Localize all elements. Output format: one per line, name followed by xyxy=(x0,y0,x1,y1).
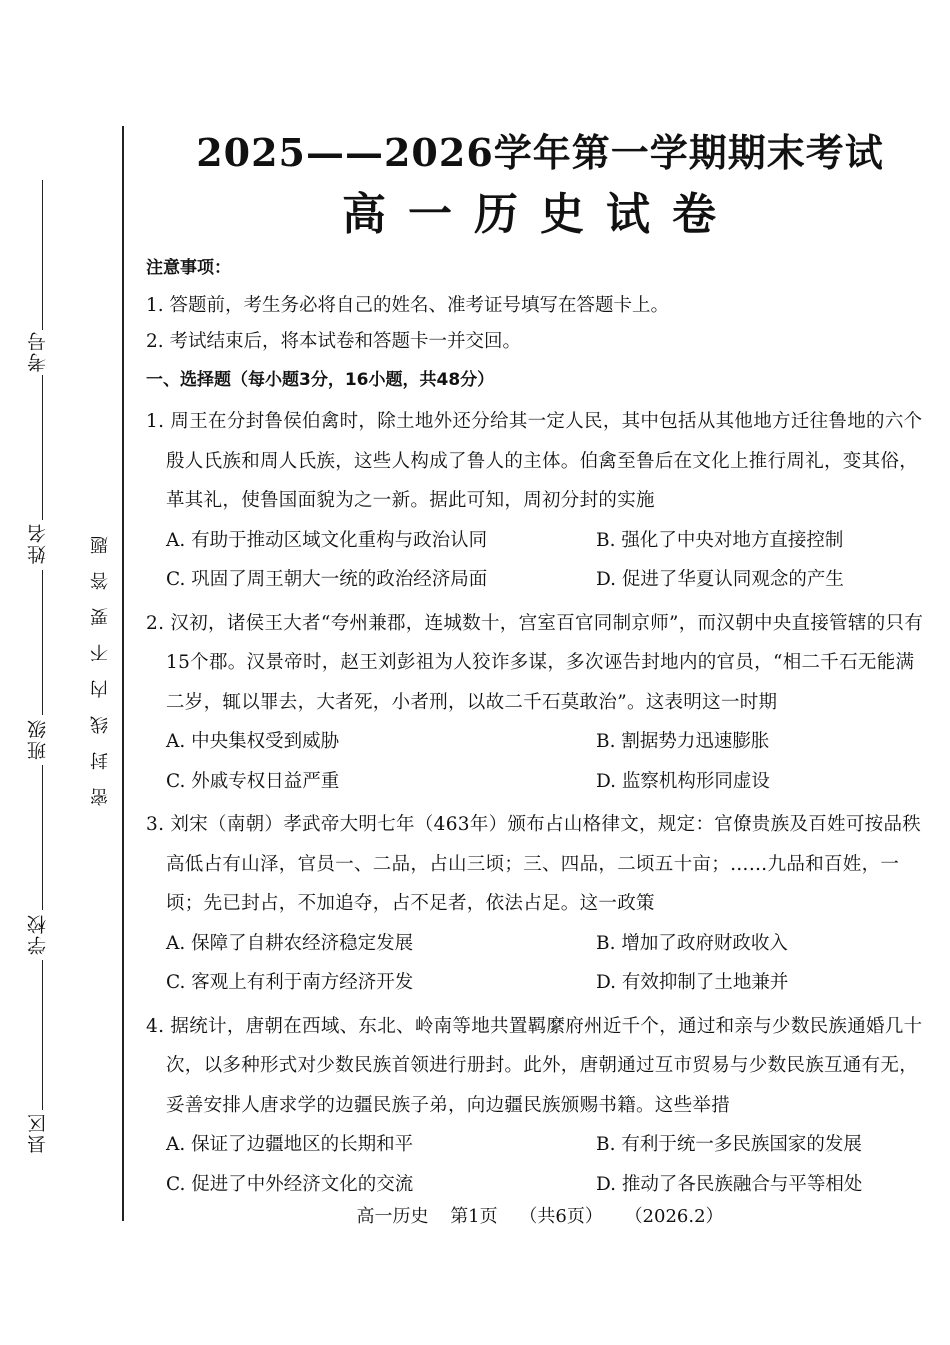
exam-number-line xyxy=(42,180,43,330)
page-footer xyxy=(140,1202,940,1228)
district-line xyxy=(42,960,43,1110)
notice-title: 注意事项： xyxy=(146,258,231,278)
binding-line xyxy=(122,126,124,1221)
footer-page-number: 第1页 xyxy=(450,1206,498,1227)
question-1 xyxy=(146,402,926,600)
option-c: C. 外戚专权日益严重 xyxy=(166,770,340,792)
option-d: D. 监察机构形同虚设 xyxy=(596,770,770,792)
district-label: 县区 xyxy=(27,1112,49,1154)
option-b: B. 增加了政府财政收入 xyxy=(596,932,788,954)
option-d: D. 有效抑制了土地兼并 xyxy=(596,972,789,993)
footer-total-pages: （共6页） xyxy=(519,1206,603,1227)
option-a: A. 保证了边疆地区的长期和平 xyxy=(166,1134,414,1155)
school-line xyxy=(42,765,43,910)
question-2 xyxy=(146,604,926,802)
option-b: B. 有利于统一多民族国家的发展 xyxy=(596,1134,862,1155)
name-label: 姓名 xyxy=(27,522,49,564)
option-d: D. 促进了华夏认同观念的产生 xyxy=(596,569,844,590)
footer-date: （2026.2） xyxy=(624,1206,724,1227)
notice-item: 1. 答题前，考生务必将自己的姓名、准考证号填写在答题卡上。 xyxy=(146,295,670,316)
option-a: A. 中央集权受到威胁 xyxy=(166,731,340,752)
option-b: B. 割据势力迅速膨胀 xyxy=(596,731,770,752)
exam-title: 2025——2026学年第一学期期末考试 xyxy=(196,130,884,175)
class-line xyxy=(42,570,43,715)
exam-number-label: 考号 xyxy=(27,330,49,372)
option-a: A. 有助于推动区域文化重构与政治认同 xyxy=(166,529,488,551)
options xyxy=(146,924,926,1003)
options xyxy=(146,1125,926,1204)
footer-subject: 高一历史 xyxy=(356,1206,429,1227)
school-label: 学校 xyxy=(27,913,49,955)
paper-title: 高一历史试卷 xyxy=(342,189,738,240)
binding-margin xyxy=(0,0,120,1345)
question-stem: 4. 据统计，唐朝在西域、东北、岭南等地共置羁縻府州近千个，通过和亲与少数民族通婚几十次，以多种形式对少数民族首领进行册封。此外，唐朝通过互市贸易与少数民族互通有无，妥善安排人唐求学的边疆民族子弟，向边疆民族颁赐书籍。这些举措 xyxy=(146,1015,923,1116)
options xyxy=(146,722,926,801)
name-line xyxy=(42,375,43,520)
option-a: A. 保障了自耕农经济稳定发展 xyxy=(166,932,414,954)
option-c: C. 巩固了周王朝大一统的政治经济局面 xyxy=(166,569,488,590)
section-title: 一、选择题（每小题3分，16小题，共48分） xyxy=(146,370,495,390)
question-stem: 1. 周王在分封鲁侯伯禽时，除土地外还分给其一定人民，其中包括从其他地方迁往鲁地的六个殷人氏族和周人氏族，这些人构成了鲁人的主体。伯禽至鲁后在文化上推行周礼，变其俗，革其礼，使鲁国面貌为之一新。据此可知，周初分封的实施 xyxy=(146,411,923,511)
question-3 xyxy=(146,805,926,1003)
seal-line-notice: 密封线内不要答题 xyxy=(90,518,111,806)
question-stem: 3. 刘宋（南朝）孝武帝大明七年（463年）颁布占山格律文，规定：官僚贵族及百姓可按品秩高低占有山泽，官员一、二品，占山三顷；三、四品，二顷五十亩；……九品和百姓，一顷；先已封占，不加追夺，占不足者，依法占足。这一政策 xyxy=(146,814,922,914)
content xyxy=(146,253,926,1204)
options xyxy=(146,521,926,600)
question-stem: 2. 汉初，诸侯王大者“夸州兼郡，连城数十，宫室百官同制京师”，而汉朝中央直接管辖的只有15个郡。汉景帝时，赵王刘彭祖为人狡诈多谋，多次诬告封地内的官员，“相二千石无能满二岁，辄以罪去，大者死，小者刑，以故二千石莫敢治”。这表明这一时期 xyxy=(146,612,924,713)
class-label: 班级 xyxy=(27,718,49,760)
option-c: C. 促进了中外经济文化的交流 xyxy=(166,1173,414,1195)
option-b: B. 强化了中央对地方直接控制 xyxy=(596,529,844,551)
question-4 xyxy=(146,1007,926,1205)
option-c: C. 客观上有利于南方经济开发 xyxy=(166,972,414,993)
option-d: D. 推动了各民族融合与平等相处 xyxy=(596,1173,863,1195)
notice-item: 2. 考试结束后，将本试卷和答题卡一并交回。 xyxy=(146,331,522,352)
